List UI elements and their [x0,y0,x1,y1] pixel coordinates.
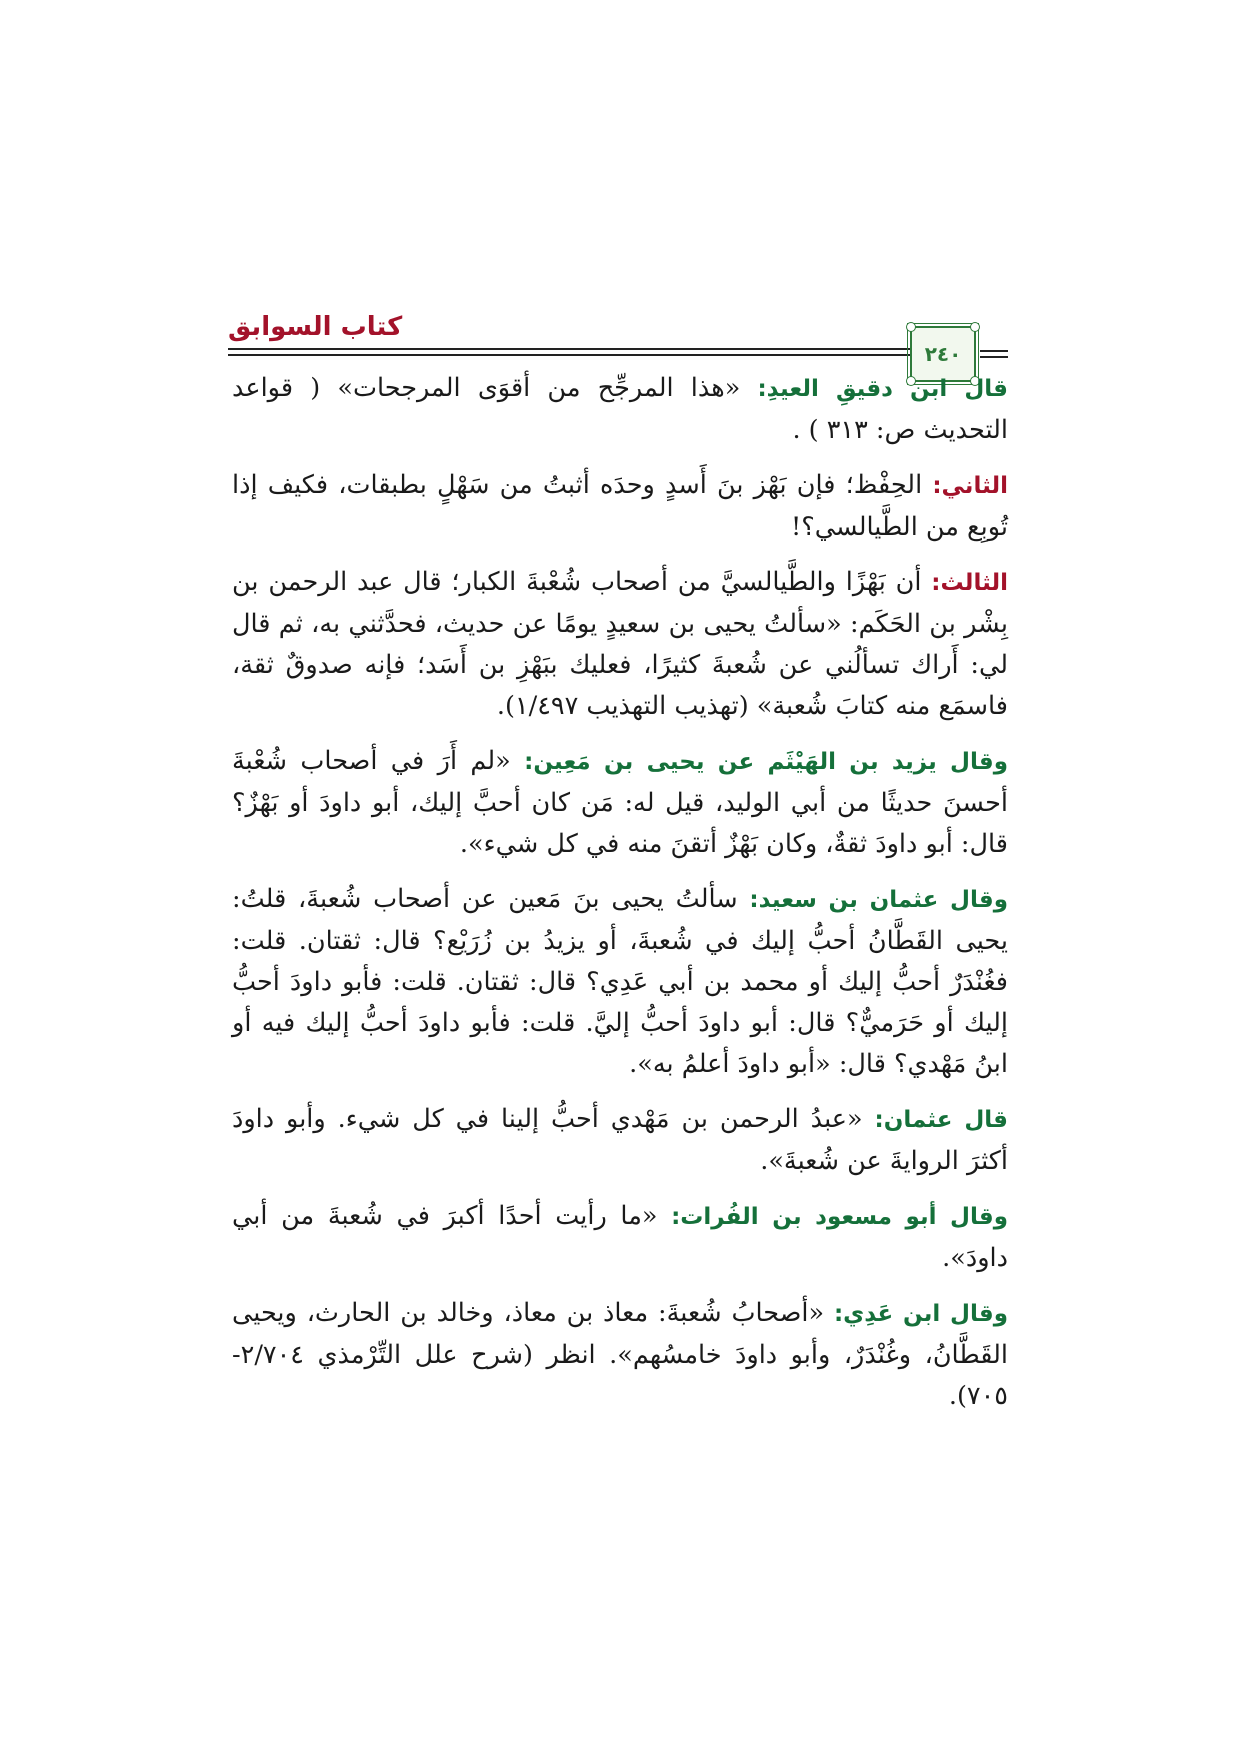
paragraph [232,1293,1008,1417]
paragraph [232,465,1008,548]
paragraph-text: «ما رأيت أحدًا أكبرَ في شُعبةَ من أبي داودَ». [232,1201,1008,1273]
paragraph-text: «لم أَرَ في أصحاب شُعْبةَ أحسنَ حديثًا من أبي الوليد، قيل له: مَن كان أحبَّ إليك، أبو داودَ أو بَهْزٌ؟ قال: أبو داودَ ثقةٌ، وكان بَهْزٌ أتقنَ منه في كل شيء». [232,746,1008,859]
paragraph-label: الثالث: [931,570,1008,596]
paragraph-text: أن بَهْزًا والطَّيالسيَّ من أصحاب شُعْبةَ الكبار؛ قال عبد الرحمن بن بِشْر بن الحَكَم: «سألتُ يحيى بن سعيدٍ يومًا عن حديث، فحدَّثني به، ثم قال لي: أَراك تسألُني عن شُعبةَ كثيرًا، فعليك ببَهْزِ بن أَسَد؛ فإنه صدوقٌ ثقة، فاسمَع منه كتابَ شُعبة» (تهذيب التهذيب ١/٤٩٧). [232,567,1008,721]
paragraph-text: الحِفْظ؛ فإن بَهْز بنَ أَسدٍ وحدَه أثبتُ من سَهْلٍ بطبقات، فكيف إذا تُوبِع من الطَّيالسي؟! [232,470,1008,542]
header-rule-right-top [980,350,1008,352]
header-rule-right-bottom [980,356,1008,358]
header-rule-bottom [228,354,936,356]
frame-ornament-icon [906,322,916,332]
paragraph-label: وقال أبو مسعود بن الفُرات: [671,1204,1008,1230]
paragraph [232,1099,1008,1182]
page-number: ٢٤٠ [924,342,962,366]
book-title: كتاب السوابق [228,312,403,342]
paragraph [232,562,1008,727]
paragraph-text: «عبدُ الرحمن بن مَهْدي أحبُّ إلينا في كل شيء. وأبو داودَ أكثرَ الروايةَ عن شُعبةَ». [232,1104,1008,1176]
paragraph [232,1196,1008,1279]
paragraph-label: وقال ابن عَدِي: [833,1301,1008,1327]
paragraph [232,879,1008,1085]
header-rule-top [228,348,936,350]
page-header [228,312,1008,372]
paragraph [232,368,1008,451]
paragraph-label: الثاني: [932,473,1008,499]
frame-ornament-icon [970,322,980,332]
page-body [232,368,1008,1431]
paragraph-label: قال ابن دقيقِ العيدِ: [757,376,1008,402]
paragraph-label: قال عثمان: [874,1107,1008,1133]
paragraph-text: «هذا المرجِّح من أقوَى المرجحات» ( قواعد التحديث ص: ٣١٣ ) . [232,373,1008,445]
paragraph [232,741,1008,865]
paragraph-label: وقال عثمان بن سعيد: [749,887,1008,913]
paragraph-text: «أصحابُ شُعبةَ: معاذ بن معاذ، وخالد بن الحارث، ويحيى القَطَّانُ، وغُنْدَرٌ، وأبو داودَ خامسُهم». انظر (شرح علل التِّرْمذي ٢/٧٠٤- ٧٠٥). [232,1298,1008,1411]
paragraph-text: سألتُ يحيى بنَ مَعين عن أصحاب شُعبةَ، قلتُ: يحيى القَطَّانُ أحبُّ إليك في شُعبةَ، أو يزيدُ بن زُرَيْع؟ قال: ثقتان. قلت: فغُنْدَرٌ أحبُّ إليك أو محمد بن أبي عَدِي؟ قال: ثقتان. قلت: فأبو داودَ أحبُّ إليك أو حَرَميٌّ؟ قال: أبو داودَ أحبُّ إليَّ. قلت: فأبو داودَ أحبُّ إليك فيه أو ابنُ مَهْدي؟ قال: «أبو داودَ أعلمُ به». [232,884,1008,1079]
paragraph-label: وقال يزيد بن الهَيْثَم عن يحيى بن مَعِين: [524,749,1008,775]
